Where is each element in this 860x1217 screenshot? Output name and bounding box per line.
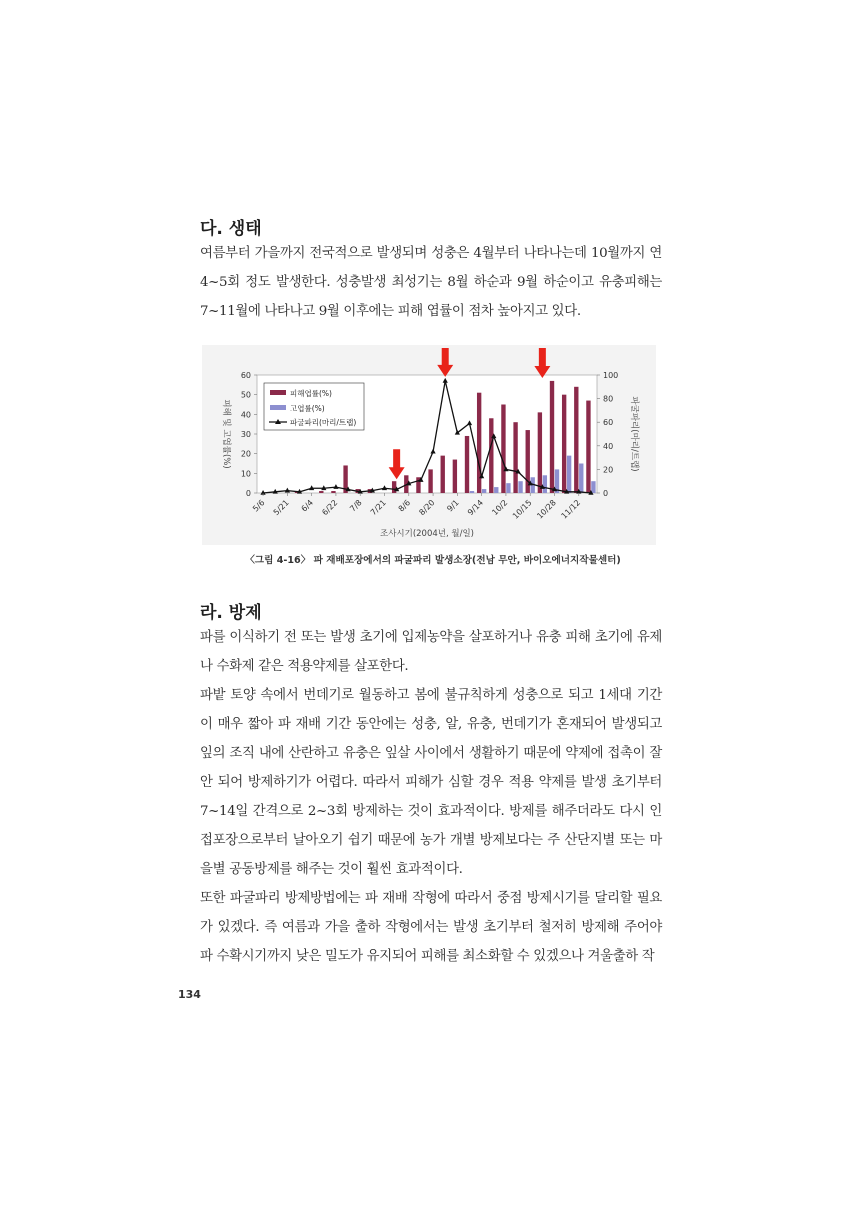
damage-rate-bar	[331, 491, 335, 493]
emergence-peak-arrow-icon	[437, 348, 453, 377]
x-axis-tick-label: 7/21	[368, 498, 388, 518]
y-axis-tick-label: 40	[240, 410, 251, 420]
x-axis-tick-label: 6/4	[299, 498, 316, 514]
damage-rate-bar	[513, 422, 517, 493]
damage-rate-bar	[574, 387, 578, 493]
y-axis-title: 피해 및 고엽률(%)	[221, 399, 231, 469]
y2-axis-tick-label: 40	[603, 441, 614, 451]
withered-rate-bar	[518, 481, 522, 493]
control-text	[200, 623, 662, 971]
x-axis-title: 조사시기(2004년, 월/일)	[379, 529, 475, 539]
legend-label-flies: 파굴파리(마리/트랩)	[290, 418, 357, 427]
damage-rate-bar	[550, 381, 554, 493]
x-axis-tick-label: 10/15	[510, 498, 534, 521]
section-heading-control: 라. 방제	[200, 603, 262, 623]
damage-rate-bar	[586, 401, 590, 493]
damage-rate-bar	[538, 412, 542, 493]
ecology-text	[200, 239, 662, 326]
control-paragraph-2: 파밭 토양 속에서 번데기로 월동하고 봄에 불규칙하게 성충으로 되고 1세대 기간이 매우 짧아 파 재배 기간 동안에는 성충, 알, 유충, 번데기가 혼재되어 발생되고 잎의 조직 내에 산란하고 유충은 잎살 사이에서 생활하기 때문에 약제에 접촉이 잘 안 되어 방제하기가 어렵다. 따라서 피해가 심할 경우 적용 약제를 발생 초기부터 7~14일 간격으로 2~3회 방제하는 것이 효과적이다. 방제를 해주더라도 다시 인접포장으로부터 날아오기 쉽기 때문에 농가 개별 방제보다는 주 산단지별 또는 마을별 공동방제를 해주는 것이 훨씬 효과적이다.	[200, 688, 662, 877]
x-axis-tick-label: 8/20	[417, 498, 437, 518]
damage-rate-bar	[441, 456, 445, 493]
damage-rate-bar	[489, 418, 493, 493]
y-axis-tick-label: 50	[240, 390, 251, 400]
legend-swatch-withered	[270, 405, 286, 410]
y2-axis-title: 파굴파리(마리/트랩)	[629, 396, 639, 472]
y-axis-tick-label: 20	[240, 449, 251, 459]
x-axis-tick-label: 7/8	[348, 498, 364, 514]
x-axis-tick-label: 9/1	[445, 498, 461, 514]
y2-axis-tick-label: 80	[603, 394, 614, 404]
x-axis-tick-label: 8/6	[396, 498, 413, 514]
ecology-paragraph: 여름부터 가을까지 전국적으로 발생되며 성충은 4월부터 나타나는데 10월까지 연 4~5회 정도 발생한다. 성충발생 최성기는 8월 하순과 9월 하순이고 유충피해는 7~11월에 나타나고 9월 이후에는 피해 엽률이 점차 높아지고 있다.	[200, 246, 662, 319]
y2-axis-tick-label: 100	[603, 371, 619, 380]
x-axis-tick-label: 9/14	[465, 498, 486, 518]
legend-swatch-damage	[270, 390, 286, 395]
y-axis-tick-label: 10	[240, 469, 251, 479]
damage-rate-bar	[428, 469, 432, 493]
legend-label-damage: 피해엽률(%)	[290, 389, 332, 398]
withered-rate-bar	[470, 491, 474, 493]
y2-axis-tick-label: 60	[603, 418, 614, 428]
damage-chart	[202, 345, 656, 545]
section-heading-ecology: 다. 생태	[200, 219, 262, 239]
damage-rate-bar	[501, 405, 505, 494]
withered-rate-bar	[579, 464, 583, 494]
damage-chart-figure	[202, 345, 656, 545]
damage-rate-bar	[465, 436, 469, 493]
withered-rate-bar	[506, 483, 510, 493]
x-axis-tick-label: 11/12	[559, 498, 583, 521]
x-axis-tick-label: 10/2	[490, 498, 510, 518]
chart-legend	[264, 383, 364, 430]
withered-rate-bar	[482, 489, 486, 493]
control-paragraph-3: 또한 파굴파리 방제방법에는 파 재배 작형에 따라서 중점 방제시기를 달리할 필요가 있겠다. 즉 여름과 가을 출하 작형에서는 발생 초기부터 철저히 방제해 주어야 파 수확시기까지 낮은 밀도가 유지되어 피해를 최소화할 수 있겠으나 겨울출하 작	[200, 891, 662, 964]
y-axis-tick-label: 30	[240, 430, 251, 439]
legend-label-withered: 고엽률(%)	[290, 404, 325, 413]
page-number: 134	[178, 988, 201, 1001]
damage-rate-bar	[562, 395, 566, 493]
x-axis-tick-label: 6/22	[320, 498, 340, 518]
figure-caption: 〈그림 4-16〉 파 재배포장에서의 파굴파리 발생소장(전남 무안, 바이오에너지작물센터)	[245, 555, 621, 566]
damage-rate-bar	[453, 460, 457, 493]
withered-rate-bar	[591, 481, 595, 493]
y-axis-tick-label: 60	[240, 371, 251, 380]
withered-rate-bar	[494, 487, 498, 493]
damage-rate-bar	[319, 491, 323, 493]
emergence-peak-arrow-icon	[534, 348, 550, 378]
withered-rate-bar	[543, 475, 547, 493]
x-axis-tick-label: 5/6	[251, 498, 267, 514]
control-paragraph-1: 파를 이식하기 전 또는 발생 초기에 입제농약을 살포하거나 유충 피해 초기에 유제나 수화제 같은 적용약제를 살포한다.	[200, 630, 662, 674]
x-axis-tick-label: 5/21	[271, 498, 291, 518]
y-axis-tick-label: 0	[245, 489, 251, 498]
y2-axis-tick-label: 20	[603, 465, 614, 475]
y2-axis-tick-label: 0	[603, 489, 609, 498]
withered-rate-bar	[567, 456, 571, 493]
x-axis-tick-label: 10/28	[535, 498, 558, 521]
